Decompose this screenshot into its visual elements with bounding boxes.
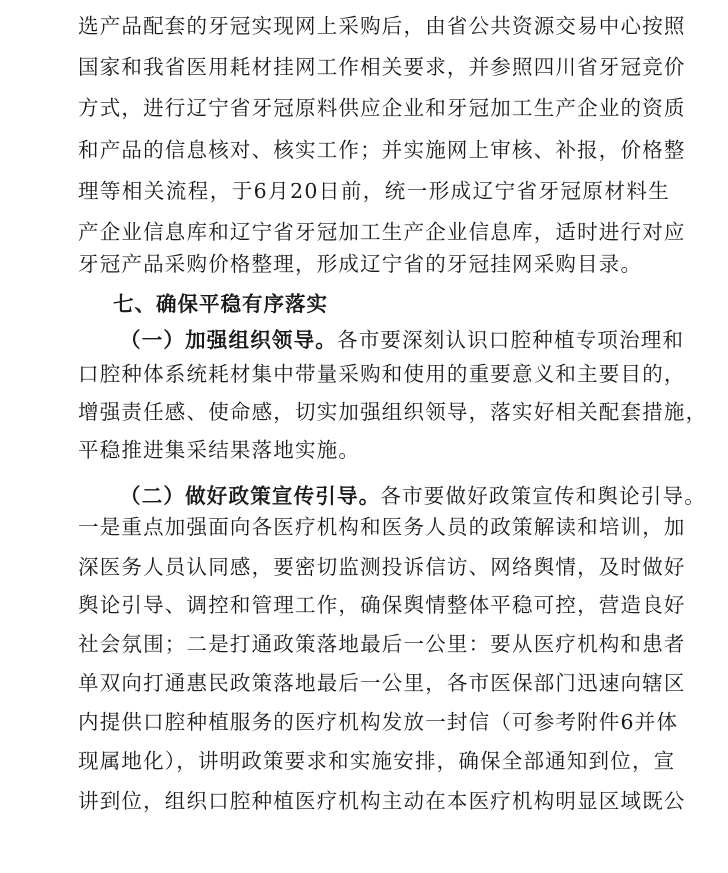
subsection-2-title: （二）做好政策宣传引导。 (120, 484, 381, 508)
paragraph-line: 和产品的信息核对、核实工作；并实施网上审核、补报，价格整 (78, 138, 686, 162)
paragraph-line: 现属地化），讲明政策要求和实施安排，确保全部通知到位，宣 (78, 749, 676, 773)
subsection-1-lead-text: 各市要深刻认识口腔种植专项治理和 (337, 328, 685, 352)
paragraph-line: 平稳推进集采结果落地实施。 (78, 438, 361, 462)
paragraph-line: 选产品配套的牙冠实现网上采购后，由省公共资源交易中心按照 (78, 14, 686, 38)
paragraph-line: 一是重点加强面向各医疗机构和医务人员的政策解读和培训，加 (78, 515, 686, 539)
paragraph-line: 讲到位，组织口腔种植医疗机构主动在本医疗机构明显区域既公 (78, 789, 686, 813)
paragraph-line: 社会氛围；二是打通政策落地最后一公里：要从医疗机构和患者 (78, 632, 686, 656)
subsection-1-title: （一）加强组织领导。 (120, 328, 337, 352)
paragraph-line: 内提供口腔种植服务的医疗机构发放一封信（可参考附件6并体 (78, 710, 679, 734)
paragraph-line: 舆论引导、调控和管理工作，确保舆情整体平稳可控，营造良好 (78, 593, 686, 617)
paragraph-line: 增强责任感、使命感，切实加强组织领导，落实好相关配套措施， (78, 400, 708, 424)
subsection-2-first-line (120, 482, 706, 510)
paragraph-line: 方式，进行辽宁省牙冠原料供应企业和牙冠加工生产企业的资质 (78, 96, 686, 120)
section-heading: 七、确保平稳有序落实 (113, 292, 328, 316)
subsection-2-lead-text: 各市要做好政策宣传和舆论引导。 (380, 484, 706, 508)
paragraph-line: 理等相关流程，于6月20日前，统一形成辽宁省牙冠原材料生 (78, 179, 670, 203)
paragraph-line: 牙冠产品采购价格整理，形成辽宁省的牙冠挂网采购目录。 (78, 252, 643, 276)
paragraph-line: 产企业信息库和辽宁省牙冠加工生产企业信息库，适时进行对应 (78, 220, 686, 244)
paragraph-line: 口腔种体系统耗材集中带量采购和使用的重要意义和主要目的， (78, 362, 686, 386)
subsection-1-first-line (120, 326, 685, 354)
paragraph-line: 单双向打通惠民政策落地最后一公里，各市医保部门迅速向辖区 (78, 671, 686, 695)
paragraph-line: 国家和我省医用耗材挂网工作相关要求，并参照四川省牙冠竞价 (78, 55, 686, 79)
paragraph-line: 深医务人员认同感，要密切监测投诉信访、网络舆情，及时做好 (78, 555, 686, 579)
